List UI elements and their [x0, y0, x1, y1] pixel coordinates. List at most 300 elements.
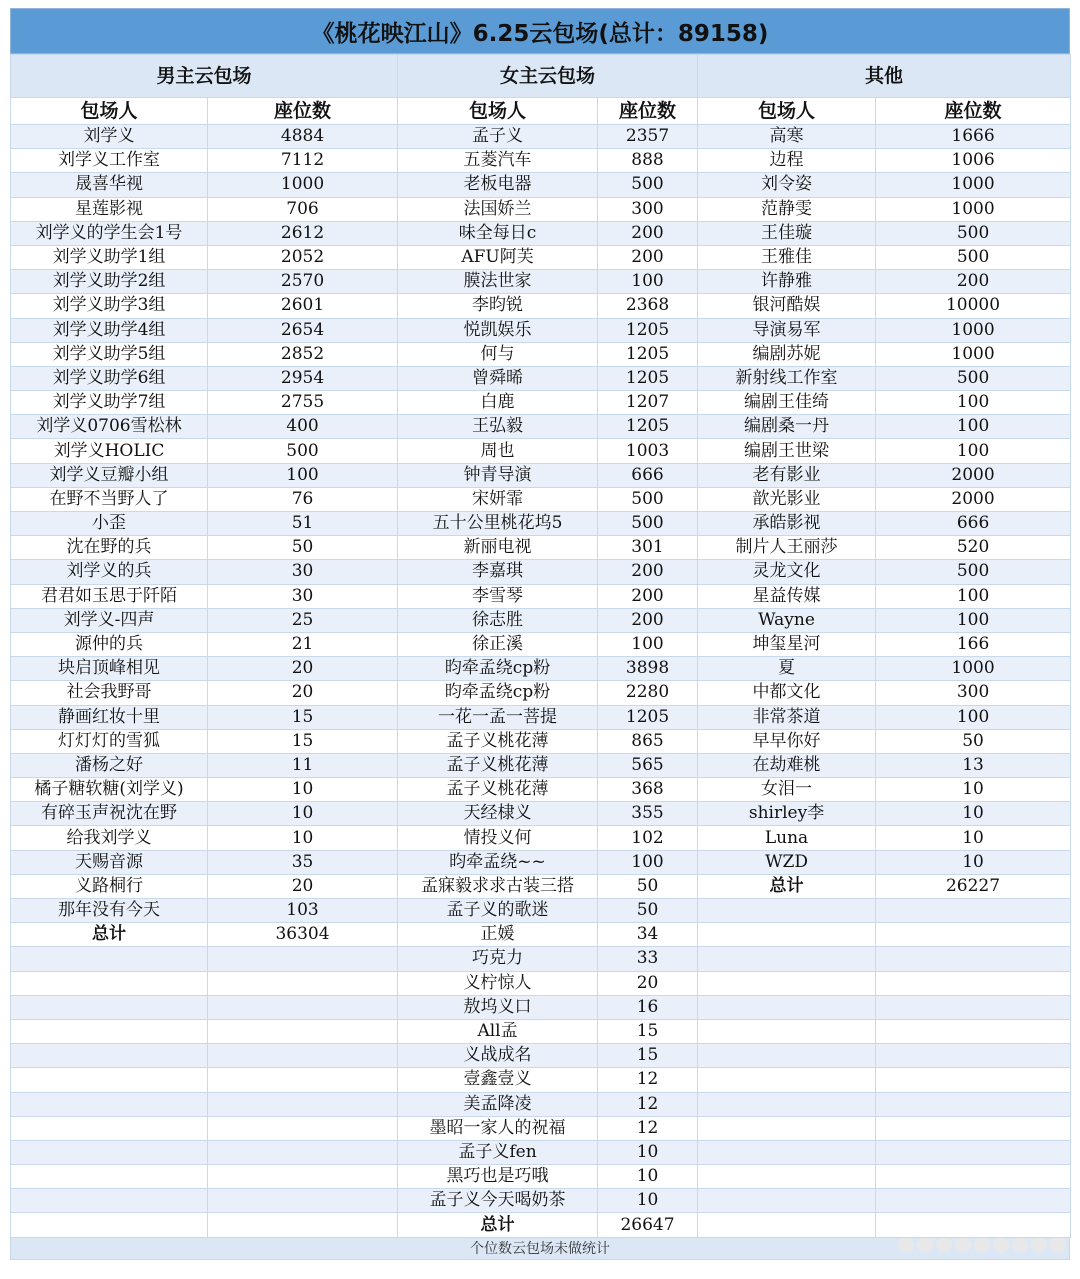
female-seats-cell: 301 — [598, 536, 698, 560]
table-row — [11, 632, 1071, 656]
other-name-cell: 刘令姿 — [698, 173, 876, 197]
male-name-cell: 源仲的兵 — [11, 632, 208, 656]
female-name-cell: 法国娇兰 — [398, 197, 598, 221]
empty-cell — [208, 1116, 398, 1140]
empty-cell — [208, 995, 398, 1019]
female-seats-cell: 10 — [598, 1140, 698, 1164]
watermark-dot — [917, 1238, 933, 1252]
female-seats-cell: 200 — [598, 560, 698, 584]
male-seats-cell: 2601 — [208, 294, 398, 318]
other-seats-cell: 200 — [876, 270, 1071, 294]
empty-cell — [698, 1068, 876, 1092]
other-seats-cell: 100 — [876, 415, 1071, 439]
col-header-name: 包场人 — [698, 98, 876, 125]
other-seats-cell: 500 — [876, 221, 1071, 245]
male-seats-cell: 2852 — [208, 342, 398, 366]
female-seats-cell: 1205 — [598, 366, 698, 390]
table-row — [11, 1019, 1071, 1043]
empty-cell — [208, 1019, 398, 1043]
table-row — [11, 995, 1071, 1019]
watermark-dot — [936, 1238, 952, 1252]
male-name-cell: 小歪 — [11, 512, 208, 536]
male-name-cell: 刘学义助学1组 — [11, 245, 208, 269]
table-row — [11, 705, 1071, 729]
female-name-cell: 宋妍霏 — [398, 487, 598, 511]
table-row — [11, 1068, 1071, 1092]
empty-cell — [11, 1165, 208, 1189]
empty-cell — [208, 1165, 398, 1189]
other-seats-cell: 100 — [876, 439, 1071, 463]
watermark-dot — [993, 1238, 1009, 1252]
female-name-cell: 孟子义fen — [398, 1140, 598, 1164]
other-seats-cell: 500 — [876, 560, 1071, 584]
empty-cell — [208, 1044, 398, 1068]
other-seats-cell: 50 — [876, 729, 1071, 753]
male-name-cell: 橘子糖软糖(刘学义) — [11, 778, 208, 802]
empty-cell — [11, 971, 208, 995]
table-row — [11, 439, 1071, 463]
male-name-cell: 静画红妆十里 — [11, 705, 208, 729]
other-seats-cell: 10 — [876, 778, 1071, 802]
female-name-cell: 孟子义桃花薄 — [398, 778, 598, 802]
empty-cell — [876, 1116, 1071, 1140]
female-seats-cell: 50 — [598, 899, 698, 923]
col-header-name: 包场人 — [398, 98, 598, 125]
other-name-cell: 银河酷娱 — [698, 294, 876, 318]
female-name-cell: 王弘毅 — [398, 415, 598, 439]
table-row — [11, 802, 1071, 826]
table-row — [11, 1165, 1071, 1189]
empty-cell — [876, 923, 1071, 947]
female-seats-cell: 12 — [598, 1068, 698, 1092]
female-name-cell: 昀牵孟绕cp粉 — [398, 657, 598, 681]
table-row — [11, 584, 1071, 608]
footer-note: 个位数云包场未做统计 — [10, 1238, 1070, 1260]
empty-cell — [208, 1213, 398, 1237]
female-seats-cell: 200 — [598, 245, 698, 269]
table-row — [11, 366, 1071, 390]
empty-cell — [11, 1068, 208, 1092]
empty-cell — [208, 971, 398, 995]
other-name-cell: 编剧王世梁 — [698, 439, 876, 463]
male-name-cell: 刘学义工作室 — [11, 149, 208, 173]
empty-cell — [11, 1092, 208, 1116]
sheet-title: 《桃花映江山》6.25云包场(总计：89158) — [10, 8, 1070, 54]
female-seats-cell: 1205 — [598, 318, 698, 342]
other-name-cell: 边程 — [698, 149, 876, 173]
table-row — [11, 899, 1071, 923]
female-name-cell: 巧克力 — [398, 947, 598, 971]
female-name-cell: 新丽电视 — [398, 536, 598, 560]
female-total-seats-cell: 26647 — [598, 1213, 698, 1237]
female-seats-cell: 200 — [598, 608, 698, 632]
female-name-cell: 昀牵孟绕~~ — [398, 850, 598, 874]
male-seats-cell: 103 — [208, 899, 398, 923]
empty-cell — [208, 1189, 398, 1213]
table-row — [11, 342, 1071, 366]
other-name-cell: 范静雯 — [698, 197, 876, 221]
empty-cell — [876, 1189, 1071, 1213]
watermark-dot — [898, 1238, 914, 1252]
male-seats-cell: 15 — [208, 705, 398, 729]
booking-table — [10, 54, 1071, 1238]
other-name-cell: Luna — [698, 826, 876, 850]
col-header-seats: 座位数 — [598, 98, 698, 125]
table-row — [11, 221, 1071, 245]
column-header-row — [11, 98, 1071, 125]
empty-cell — [876, 1044, 1071, 1068]
female-seats-cell: 2357 — [598, 125, 698, 149]
other-name-cell: 灵龙文化 — [698, 560, 876, 584]
female-name-cell: AFU阿芙 — [398, 245, 598, 269]
table-row — [11, 778, 1071, 802]
other-name-cell: 星益传媒 — [698, 584, 876, 608]
female-name-cell: 膜法世家 — [398, 270, 598, 294]
table-row — [11, 608, 1071, 632]
empty-cell — [208, 1092, 398, 1116]
other-name-cell: 承皓影视 — [698, 512, 876, 536]
empty-cell — [698, 923, 876, 947]
female-seats-cell: 100 — [598, 632, 698, 656]
female-name-cell: 味全每日c — [398, 221, 598, 245]
empty-cell — [876, 995, 1071, 1019]
male-seats-cell: 100 — [208, 463, 398, 487]
empty-cell — [11, 1116, 208, 1140]
table-row — [11, 415, 1071, 439]
empty-cell — [698, 1165, 876, 1189]
watermark-dot — [1031, 1238, 1047, 1252]
table-row — [11, 173, 1071, 197]
female-seats-cell: 2280 — [598, 681, 698, 705]
female-name-cell: 钟青导演 — [398, 463, 598, 487]
female-seats-cell: 200 — [598, 584, 698, 608]
other-name-cell: 编剧苏妮 — [698, 342, 876, 366]
male-seats-cell: 10 — [208, 778, 398, 802]
table-row — [11, 245, 1071, 269]
female-seats-cell: 33 — [598, 947, 698, 971]
empty-cell — [698, 1213, 876, 1237]
other-seats-cell: 1006 — [876, 149, 1071, 173]
male-seats-cell: 20 — [208, 681, 398, 705]
table-row — [11, 512, 1071, 536]
female-name-cell: 周也 — [398, 439, 598, 463]
empty-cell — [208, 1068, 398, 1092]
male-name-cell: 刘学义助学5组 — [11, 342, 208, 366]
table-row — [11, 923, 1071, 947]
male-name-cell: 刘学义 — [11, 125, 208, 149]
table-row — [11, 826, 1071, 850]
female-seats-cell: 200 — [598, 221, 698, 245]
female-name-cell: 墨昭一家人的祝福 — [398, 1116, 598, 1140]
col-header-seats: 座位数 — [876, 98, 1071, 125]
female-name-cell: 义战成名 — [398, 1044, 598, 1068]
female-name-cell: 孟子义的歌迷 — [398, 899, 598, 923]
male-name-cell: 刘学义豆瓣小组 — [11, 463, 208, 487]
other-seats-cell: 1666 — [876, 125, 1071, 149]
empty-cell — [876, 1019, 1071, 1043]
empty-cell — [11, 1140, 208, 1164]
other-seats-cell: 1000 — [876, 657, 1071, 681]
male-seats-cell: 35 — [208, 850, 398, 874]
female-seats-cell: 565 — [598, 753, 698, 777]
other-name-cell: 歆光影业 — [698, 487, 876, 511]
male-seats-cell: 50 — [208, 536, 398, 560]
male-seats-cell: 400 — [208, 415, 398, 439]
other-seats-cell: 2000 — [876, 487, 1071, 511]
female-seats-cell: 2368 — [598, 294, 698, 318]
male-name-cell: 潘杨之好 — [11, 753, 208, 777]
watermark-dots — [898, 1238, 1066, 1252]
other-name-cell: 女泪一 — [698, 778, 876, 802]
table-row — [11, 560, 1071, 584]
section-header-row — [11, 55, 1071, 98]
female-seats-cell: 100 — [598, 270, 698, 294]
other-name-cell: 高寒 — [698, 125, 876, 149]
empty-cell — [876, 1092, 1071, 1116]
male-name-cell: 晟喜华视 — [11, 173, 208, 197]
table-row — [11, 729, 1071, 753]
female-seats-cell: 1205 — [598, 342, 698, 366]
female-seats-cell: 500 — [598, 512, 698, 536]
male-seats-cell: 2570 — [208, 270, 398, 294]
watermark-dot — [1050, 1238, 1066, 1252]
empty-cell — [11, 1019, 208, 1043]
male-name-cell: 刘学义助学7组 — [11, 391, 208, 415]
other-seats-cell: 520 — [876, 536, 1071, 560]
empty-cell — [11, 947, 208, 971]
female-seats-cell: 1205 — [598, 415, 698, 439]
female-seats-cell: 50 — [598, 874, 698, 898]
female-name-cell: 黑巧也是巧哦 — [398, 1165, 598, 1189]
female-seats-cell: 1207 — [598, 391, 698, 415]
other-name-cell: 老有影业 — [698, 463, 876, 487]
table-row — [11, 318, 1071, 342]
female-name-cell: 悦凯娱乐 — [398, 318, 598, 342]
other-name-cell: 王雅佳 — [698, 245, 876, 269]
other-seats-cell: 166 — [876, 632, 1071, 656]
male-total-seats-cell: 36304 — [208, 923, 398, 947]
other-seats-cell: 10 — [876, 850, 1071, 874]
female-name-cell: 李雪琴 — [398, 584, 598, 608]
male-name-cell: 刘学义-四声 — [11, 608, 208, 632]
table-row — [11, 681, 1071, 705]
male-seats-cell: 1000 — [208, 173, 398, 197]
empty-cell — [208, 1140, 398, 1164]
other-seats-cell: 10 — [876, 826, 1071, 850]
table-row — [11, 947, 1071, 971]
table-row — [11, 657, 1071, 681]
male-seats-cell: 20 — [208, 657, 398, 681]
male-seats-cell: 30 — [208, 560, 398, 584]
male-name-cell: 沈在野的兵 — [11, 536, 208, 560]
male-seats-cell: 500 — [208, 439, 398, 463]
table-row — [11, 1116, 1071, 1140]
male-seats-cell: 2052 — [208, 245, 398, 269]
female-seats-cell: 368 — [598, 778, 698, 802]
other-name-cell: 新射线工作室 — [698, 366, 876, 390]
table-row — [11, 536, 1071, 560]
watermark-dot — [974, 1238, 990, 1252]
empty-cell — [698, 1140, 876, 1164]
other-name-cell: 中都文化 — [698, 681, 876, 705]
female-seats-cell: 666 — [598, 463, 698, 487]
empty-cell — [698, 899, 876, 923]
empty-cell — [698, 1092, 876, 1116]
female-seats-cell: 20 — [598, 971, 698, 995]
female-name-cell: 壹鑫壹义 — [398, 1068, 598, 1092]
table-row — [11, 971, 1071, 995]
male-name-cell: 刘学义助学4组 — [11, 318, 208, 342]
empty-cell — [876, 1213, 1071, 1237]
male-seats-cell: 7112 — [208, 149, 398, 173]
other-name-cell: 非常茶道 — [698, 705, 876, 729]
other-seats-cell: 100 — [876, 608, 1071, 632]
male-seats-cell: 2612 — [208, 221, 398, 245]
female-seats-cell: 1205 — [598, 705, 698, 729]
male-name-cell: 刘学义HOLIC — [11, 439, 208, 463]
female-name-cell: 孟子义 — [398, 125, 598, 149]
table-row — [11, 391, 1071, 415]
table-row — [11, 1140, 1071, 1164]
female-seats-cell: 500 — [598, 487, 698, 511]
male-seats-cell: 25 — [208, 608, 398, 632]
male-total-name-cell: 总计 — [11, 923, 208, 947]
other-seats-cell: 100 — [876, 391, 1071, 415]
female-name-cell: 一花一孟一菩提 — [398, 705, 598, 729]
male-seats-cell: 76 — [208, 487, 398, 511]
other-name-cell: 王佳璇 — [698, 221, 876, 245]
male-name-cell: 刘学义0706雪松林 — [11, 415, 208, 439]
female-name-cell: 义柠惊人 — [398, 971, 598, 995]
male-name-cell: 社会我野哥 — [11, 681, 208, 705]
female-seats-cell: 10 — [598, 1189, 698, 1213]
table-row — [11, 753, 1071, 777]
female-name-cell: 老板电器 — [398, 173, 598, 197]
female-name-cell: 李昀锐 — [398, 294, 598, 318]
other-name-cell: 编剧桑一丹 — [698, 415, 876, 439]
male-name-cell: 刘学义的学生会1号 — [11, 221, 208, 245]
empty-cell — [698, 995, 876, 1019]
other-total-seats-cell: 26227 — [876, 874, 1071, 898]
male-seats-cell: 11 — [208, 753, 398, 777]
male-seats-cell: 10 — [208, 826, 398, 850]
male-seats-cell: 2755 — [208, 391, 398, 415]
table-row — [11, 874, 1071, 898]
female-name-cell: 敖坞义口 — [398, 995, 598, 1019]
empty-cell — [876, 1140, 1071, 1164]
male-seats-cell: 51 — [208, 512, 398, 536]
female-seats-cell: 3898 — [598, 657, 698, 681]
male-seats-cell: 15 — [208, 729, 398, 753]
seat-booking-sheet — [10, 8, 1070, 1260]
female-seats-cell: 100 — [598, 850, 698, 874]
other-seats-cell: 1000 — [876, 342, 1071, 366]
male-name-cell: 刘学义的兵 — [11, 560, 208, 584]
col-header-seats: 座位数 — [208, 98, 398, 125]
other-seats-cell: 100 — [876, 584, 1071, 608]
table-row — [11, 1092, 1071, 1116]
empty-cell — [698, 1189, 876, 1213]
female-name-cell: 李嘉琪 — [398, 560, 598, 584]
empty-cell — [698, 971, 876, 995]
female-seats-cell: 12 — [598, 1092, 698, 1116]
table-row — [11, 125, 1071, 149]
table-row — [11, 850, 1071, 874]
other-total-name-cell: 总计 — [698, 874, 876, 898]
male-name-cell: 块启顶峰相见 — [11, 657, 208, 681]
col-header-name: 包场人 — [11, 98, 208, 125]
male-seats-cell: 706 — [208, 197, 398, 221]
female-name-cell: 美孟降凌 — [398, 1092, 598, 1116]
male-name-cell: 天赐音源 — [11, 850, 208, 874]
female-name-cell: 白鹿 — [398, 391, 598, 415]
table-row — [11, 1044, 1071, 1068]
table-row — [11, 1189, 1071, 1213]
female-name-cell: 曾舜晞 — [398, 366, 598, 390]
other-seats-cell: 666 — [876, 512, 1071, 536]
female-seats-cell: 355 — [598, 802, 698, 826]
female-seats-cell: 34 — [598, 923, 698, 947]
female-name-cell: 徐正溪 — [398, 632, 598, 656]
empty-cell — [11, 1044, 208, 1068]
other-seats-cell: 13 — [876, 753, 1071, 777]
other-seats-cell: 1000 — [876, 197, 1071, 221]
female-seats-cell: 888 — [598, 149, 698, 173]
female-name-cell: 天经棣义 — [398, 802, 598, 826]
female-seats-cell: 16 — [598, 995, 698, 1019]
other-name-cell: 在劫难桃 — [698, 753, 876, 777]
other-seats-cell: 2000 — [876, 463, 1071, 487]
male-name-cell: 刘学义助学6组 — [11, 366, 208, 390]
table-row — [11, 463, 1071, 487]
empty-cell — [11, 995, 208, 1019]
other-name-cell: 制片人王丽莎 — [698, 536, 876, 560]
female-total-name-cell: 总计 — [398, 1213, 598, 1237]
male-name-cell: 在野不当野人了 — [11, 487, 208, 511]
male-name-cell: 灯灯灯的雪狐 — [11, 729, 208, 753]
female-name-cell: 情投义何 — [398, 826, 598, 850]
female-seats-cell: 102 — [598, 826, 698, 850]
female-name-cell: 徐志胜 — [398, 608, 598, 632]
female-name-cell: 孟子义今天喝奶茶 — [398, 1189, 598, 1213]
other-seats-cell: 10 — [876, 802, 1071, 826]
empty-cell — [698, 947, 876, 971]
other-seats-cell: 500 — [876, 366, 1071, 390]
female-name-cell: 孟子义桃花薄 — [398, 753, 598, 777]
other-seats-cell: 1000 — [876, 173, 1071, 197]
empty-cell — [876, 971, 1071, 995]
male-seats-cell: 10 — [208, 802, 398, 826]
male-name-cell: 刘学义助学2组 — [11, 270, 208, 294]
male-seats-cell: 4884 — [208, 125, 398, 149]
other-name-cell: 夏 — [698, 657, 876, 681]
section-male: 男主云包场 — [11, 55, 398, 98]
other-name-cell: 编剧王佳绮 — [698, 391, 876, 415]
female-name-cell: 五菱汽车 — [398, 149, 598, 173]
other-name-cell: shirley李 — [698, 802, 876, 826]
male-seats-cell: 2654 — [208, 318, 398, 342]
table-row — [11, 197, 1071, 221]
empty-cell — [876, 1165, 1071, 1189]
female-seats-cell: 1003 — [598, 439, 698, 463]
empty-cell — [208, 947, 398, 971]
other-seats-cell: 10000 — [876, 294, 1071, 318]
male-seats-cell: 2954 — [208, 366, 398, 390]
other-name-cell: Wayne — [698, 608, 876, 632]
female-seats-cell: 300 — [598, 197, 698, 221]
empty-cell — [11, 1213, 208, 1237]
section-other: 其他 — [698, 55, 1071, 98]
